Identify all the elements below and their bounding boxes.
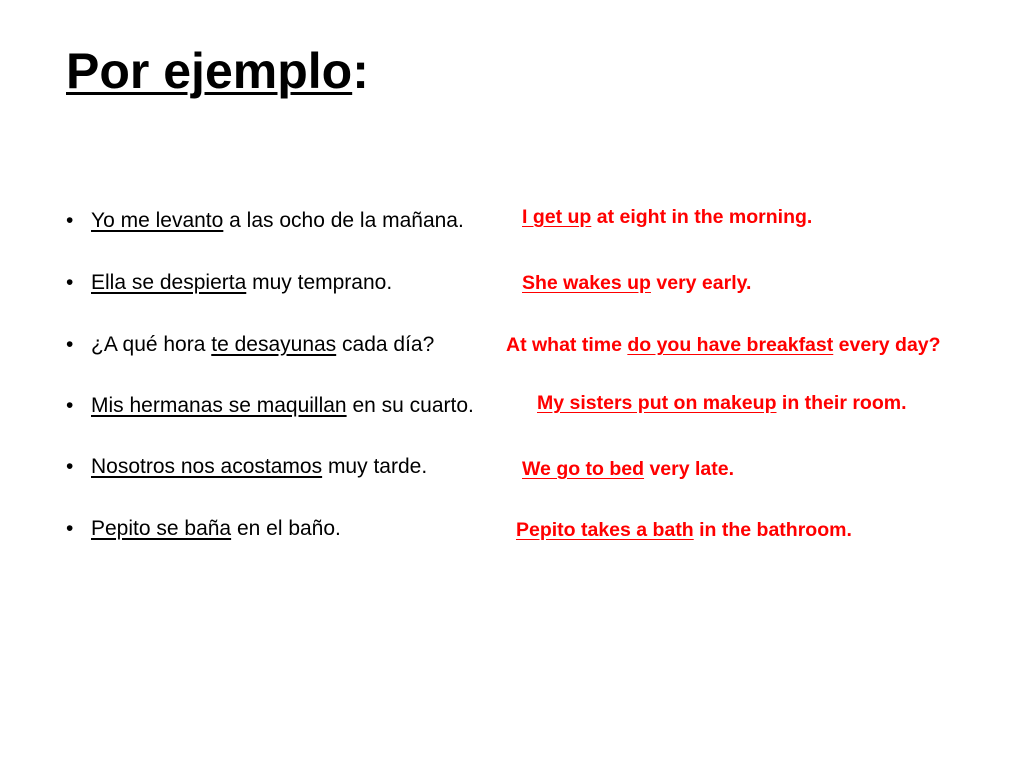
sentence-post: en el baño. bbox=[231, 517, 341, 540]
sentence-verb: Mis hermanas se maquillan bbox=[91, 394, 347, 417]
translation-post: in their room. bbox=[776, 392, 907, 414]
spanish-sentence-3 bbox=[66, 334, 434, 355]
slide-title bbox=[66, 43, 369, 99]
english-translation-6 bbox=[516, 521, 852, 541]
translation-post: very late. bbox=[644, 458, 735, 480]
sentence-verb: Ella se despierta bbox=[91, 271, 247, 294]
sentence-verb: Nosotros nos acostamos bbox=[91, 455, 323, 478]
english-translation-1 bbox=[522, 208, 812, 228]
english-translation-4 bbox=[537, 394, 907, 414]
spanish-sentence-4 bbox=[66, 395, 474, 416]
sentence-verb: Yo me levanto bbox=[91, 209, 224, 232]
translation-post: very early. bbox=[650, 272, 752, 294]
bullet: • bbox=[66, 517, 74, 540]
sentence-post: a las ocho de la mañana. bbox=[223, 209, 464, 232]
sentence-post: cada día? bbox=[336, 333, 435, 356]
bullet: • bbox=[66, 209, 74, 232]
spanish-sentence-6 bbox=[66, 518, 341, 539]
english-translation-5 bbox=[522, 460, 734, 480]
bullet: • bbox=[66, 455, 74, 478]
translation-post: at eight in the morning. bbox=[591, 206, 813, 228]
sentence-pre: ¿A qué hora bbox=[91, 333, 212, 356]
bullet: • bbox=[66, 333, 74, 356]
english-translation-2 bbox=[522, 274, 751, 294]
translation-verb: do you have breakfast bbox=[627, 334, 834, 356]
translation-verb: We go to bed bbox=[522, 458, 645, 480]
title-colon: : bbox=[352, 43, 369, 99]
sentence-post: muy temprano. bbox=[246, 271, 393, 294]
translation-post: in the bathroom. bbox=[693, 519, 852, 541]
translation-post: every day? bbox=[833, 334, 941, 356]
bullet: • bbox=[66, 394, 74, 417]
sentence-post: muy tarde. bbox=[322, 455, 428, 478]
spanish-sentence-2 bbox=[66, 272, 392, 293]
bullet: • bbox=[66, 271, 74, 294]
translation-verb: She wakes up bbox=[522, 272, 651, 294]
spanish-sentence-5 bbox=[66, 456, 427, 477]
sentence-verb: Pepito se baña bbox=[91, 517, 232, 540]
translation-verb: Pepito takes a bath bbox=[516, 519, 694, 541]
english-translation-3 bbox=[506, 336, 941, 356]
title-text: Por ejemplo bbox=[66, 43, 353, 99]
translation-verb: I get up bbox=[522, 206, 592, 228]
translation-pre: At what time bbox=[506, 334, 628, 356]
sentence-post: en su cuarto. bbox=[346, 394, 474, 417]
translation-verb: My sisters put on makeup bbox=[537, 392, 777, 414]
sentence-verb: te desayunas bbox=[211, 333, 337, 356]
spanish-sentence-1 bbox=[66, 210, 464, 231]
